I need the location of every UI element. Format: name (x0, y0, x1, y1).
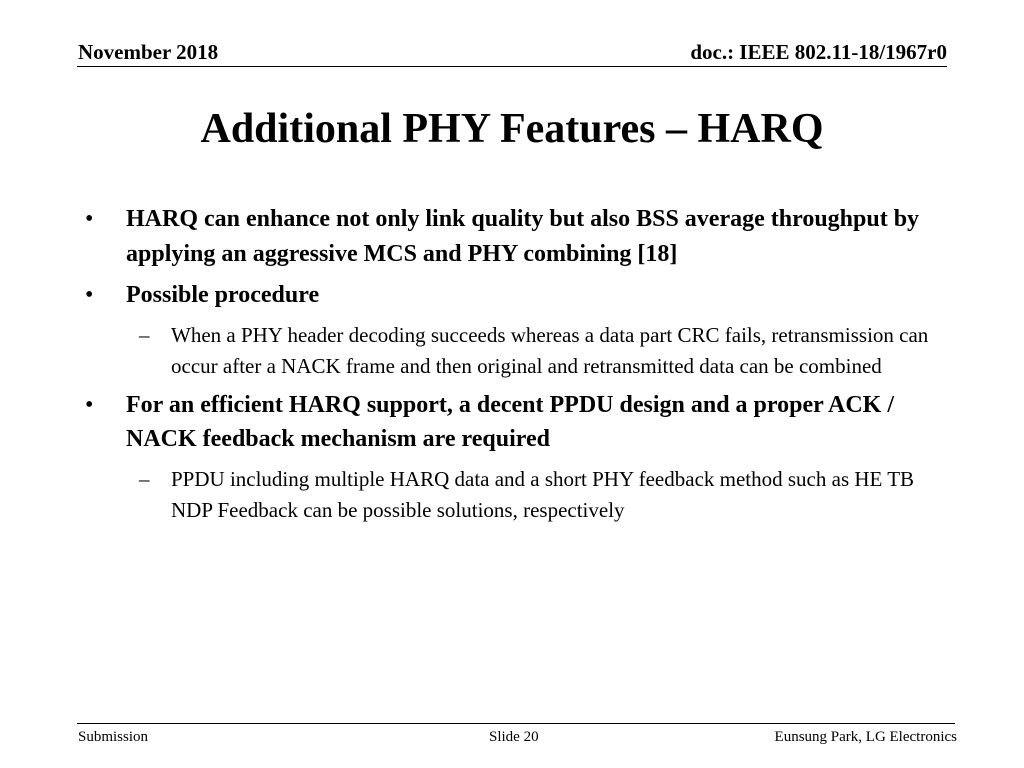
slide-title: Additional PHY Features – HARQ (200, 106, 824, 152)
bullet-text: HARQ can enhance not only link quality but also BSS average throughput by applying an aggressive MCS and PHY combining [18] (126, 206, 920, 267)
bullet-text: Possible procedure (126, 282, 320, 308)
bullet-text: For an efficient HARQ support, a decent PPDU design and a proper ACK / NACK feedback mechanism are required (126, 391, 895, 452)
footer-submission: Submission (78, 729, 149, 745)
bullet-marker: • (85, 282, 94, 308)
sub-bullet-marker: – (139, 466, 150, 491)
bullet-marker: • (85, 391, 94, 418)
footer-divider (77, 723, 955, 724)
bullet-marker: • (85, 206, 94, 232)
bullet-item (85, 202, 945, 271)
slide-body (85, 202, 945, 532)
bullet-item (85, 388, 945, 457)
sub-bullet-item (139, 320, 945, 382)
header-doc-id: doc.: IEEE 802.11-18/1967r0 (690, 40, 947, 64)
sub-bullet-item (139, 464, 945, 526)
sub-bullet-text: When a PHY header decoding succeeds whereas a data part CRC fails, retransmission can occur after a NACK frame and then original and retransmitted data can be combined (171, 322, 929, 378)
header-divider (77, 66, 947, 67)
sub-bullet-marker: – (139, 322, 150, 347)
footer-author: Eunsung Park, LG Electronics (774, 729, 957, 745)
footer-slide-number: Slide 20 (489, 729, 539, 745)
sub-bullet-text: PPDU including multiple HARQ data and a short PHY feedback method such as HE TB NDP Feedback can be possible solutions, respectively (171, 466, 915, 522)
header-date: November 2018 (78, 40, 219, 64)
bullet-item (85, 278, 945, 313)
